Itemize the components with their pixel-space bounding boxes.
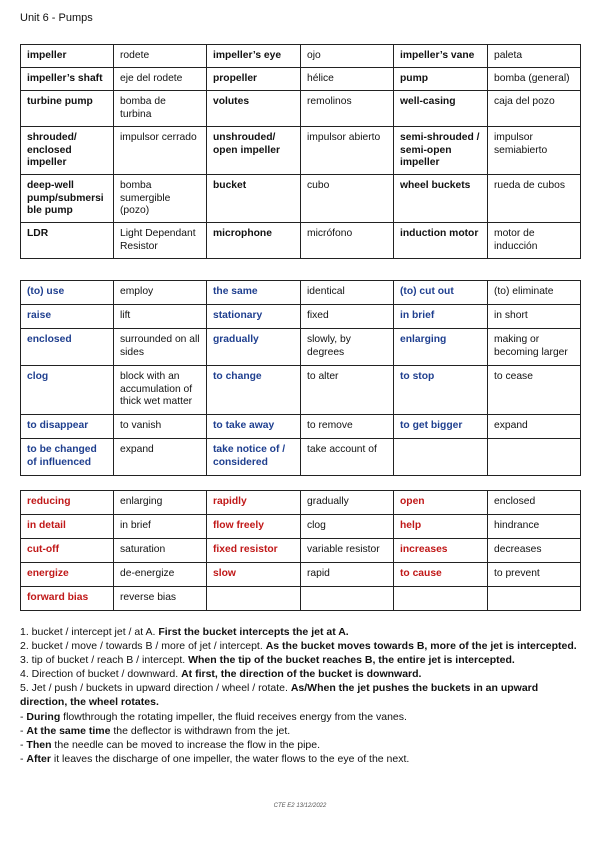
sentence-answer: As/When the jet pushes the buckets in an upward direction, the wheel rotates. [20, 682, 539, 709]
translation-cell: (to) eliminate [488, 281, 581, 305]
connector-item [20, 724, 585, 738]
connector-rest: it leaves the discharge of one impeller, the water flows to the eye of the next. [50, 752, 410, 765]
term-cell: take notice of / considered [207, 439, 301, 476]
translation-cell: rodete [114, 45, 207, 68]
term-cell: well-casing [394, 91, 488, 127]
term-cell: reducing [21, 491, 114, 515]
sentence-item [20, 625, 585, 639]
term-cell: energize [21, 563, 114, 587]
term-cell: wheel buckets [394, 175, 488, 223]
sentence-answer: First the bucket intercepts the jet at A. [158, 626, 349, 638]
connector-item [20, 710, 585, 724]
table-row [21, 305, 581, 329]
term-cell: clog [21, 366, 114, 415]
table-row [21, 491, 581, 515]
translation-cell: rapid [301, 563, 394, 587]
term-cell: in detail [21, 515, 114, 539]
translation-cell: in short [488, 305, 581, 329]
term-cell: volutes [207, 91, 301, 127]
table-row [21, 175, 581, 223]
translation-cell: impulsor cerrado [114, 127, 207, 175]
table-row [21, 281, 581, 305]
translation-cell: enclosed [488, 491, 581, 515]
term-cell: deep-well pump/submersible pump [21, 175, 114, 223]
sentence-answer: As the bucket moves towards B, more of the jet is intercepted. [265, 640, 577, 653]
translation-cell: motor de inducción [488, 223, 581, 259]
translation-cell: to vanish [114, 415, 207, 439]
translation-cell: bomba de turbina [114, 91, 207, 127]
term-cell: to change [207, 366, 301, 415]
term-cell: to be changed of influenced [21, 439, 114, 476]
translation-cell: employ [114, 281, 207, 305]
term-cell: open [394, 491, 488, 515]
term-cell [394, 439, 488, 476]
translation-cell: ojo [301, 45, 394, 68]
exercise-sentences [20, 625, 585, 766]
translation-cell: surrounded on all sides [114, 329, 207, 366]
connector-lead: - [20, 710, 27, 723]
term-cell: impeller’s shaft [21, 68, 114, 91]
antonyms-table [20, 490, 581, 611]
translation-cell: impulsor semiabierto [488, 127, 581, 175]
translation-cell: caja del pozo [488, 91, 581, 127]
translation-cell [301, 587, 394, 611]
term-cell: increases [394, 539, 488, 563]
term-cell: to stop [394, 366, 488, 415]
table-row [21, 587, 581, 611]
table-row [21, 415, 581, 439]
term-cell: flow freely [207, 515, 301, 539]
connector-lead: - [20, 724, 27, 737]
table-row [21, 366, 581, 415]
connector-bold: During [26, 710, 61, 723]
translation-cell: decreases [488, 539, 581, 563]
sentence-prompt: 1. bucket / intercept jet / at A. [20, 626, 159, 638]
translation-cell: bomba sumergible (pozo) [114, 175, 207, 223]
connector-bold: After [26, 752, 51, 765]
term-cell: semi-shrouded / semi-open impeller [394, 127, 488, 175]
page-title: Unit 6 - Pumps [20, 12, 93, 24]
term-cell: LDR [21, 223, 114, 259]
term-cell: induction motor [394, 223, 488, 259]
table-row [21, 127, 581, 175]
translation-cell: slowly, by degrees [301, 329, 394, 366]
sentence-prompt: 2. bucket / move / towards B / more of jet / intercept. [20, 640, 266, 653]
translation-cell: Light Dependant Resistor [114, 223, 207, 259]
term-cell: in brief [394, 305, 488, 329]
term-cell: impeller [21, 45, 114, 68]
translation-cell: rueda de cubos [488, 175, 581, 223]
translation-cell: expand [488, 415, 581, 439]
translation-cell: cubo [301, 175, 394, 223]
connector-rest: the deflector is withdrawn from the jet. [110, 724, 291, 737]
translation-cell: remolinos [301, 91, 394, 127]
connector-list [20, 710, 585, 766]
term-cell: to get bigger [394, 415, 488, 439]
table-row [21, 223, 581, 259]
translation-cell: making or becoming larger [488, 329, 581, 366]
connector-bold: At the same time [26, 724, 111, 737]
term-cell: bucket [207, 175, 301, 223]
translation-cell: block with an accumulation of thick wet matter [114, 366, 207, 415]
table-row [21, 329, 581, 366]
term-cell: slow [207, 563, 301, 587]
translation-cell: hindrance [488, 515, 581, 539]
term-cell: gradually [207, 329, 301, 366]
term-cell: rapidly [207, 491, 301, 515]
connector-rest: flowthrough the rotating impeller, the fluid receives energy from the vanes. [60, 710, 407, 723]
translation-cell [488, 587, 581, 611]
translation-cell: reverse bias [114, 587, 207, 611]
translation-cell: eje del rodete [114, 68, 207, 91]
translation-cell: lift [114, 305, 207, 329]
term-cell: shrouded/ enclosed impeller [21, 127, 114, 175]
term-cell: to cause [394, 563, 488, 587]
sentence-item [20, 667, 585, 681]
table-row [21, 45, 581, 68]
translation-cell: paleta [488, 45, 581, 68]
connector-bold: Then [26, 738, 52, 751]
table-row [21, 563, 581, 587]
connector-lead: - [20, 752, 27, 765]
term-cell: (to) cut out [394, 281, 488, 305]
translation-cell: identical [301, 281, 394, 305]
translation-cell: take account of [301, 439, 394, 476]
translation-cell: to cease [488, 366, 581, 415]
sentence-prompt: 3. tip of bucket / reach B / intercept. [20, 654, 189, 667]
translation-cell: hélice [301, 68, 394, 91]
table-row [21, 515, 581, 539]
term-cell: raise [21, 305, 114, 329]
term-cell: to take away [207, 415, 301, 439]
term-cell: turbine pump [21, 91, 114, 127]
term-cell: impeller’s eye [207, 45, 301, 68]
term-cell: pump [394, 68, 488, 91]
translation-cell: variable resistor [301, 539, 394, 563]
sentence-prompt: 4. Direction of bucket / downward. [20, 668, 182, 681]
term-cell: forward bias [21, 587, 114, 611]
translation-cell: expand [114, 439, 207, 476]
table-row [21, 439, 581, 476]
translation-cell: micrófono [301, 223, 394, 259]
term-cell: cut-off [21, 539, 114, 563]
translation-cell: impulsor abierto [301, 127, 394, 175]
sentence-answer: At first, the direction of the bucket is downward. [181, 668, 422, 681]
table-row [21, 68, 581, 91]
footer-note: CTE E2 13/12/2022 [273, 803, 327, 809]
term-cell: stationary [207, 305, 301, 329]
connector-item [20, 738, 585, 752]
connector-item [20, 752, 585, 766]
term-cell: enlarging [394, 329, 488, 366]
term-cell: (to) use [21, 281, 114, 305]
translation-cell: to prevent [488, 563, 581, 587]
sentence-item [20, 681, 585, 709]
sentence-prompt: 5. Jet / push / buckets in upward direction / wheel / rotate. [20, 682, 291, 695]
translation-cell: to alter [301, 366, 394, 415]
term-cell [207, 587, 301, 611]
sentence-list [20, 625, 585, 710]
connector-lead: - [20, 738, 27, 751]
term-cell: unshrouded/ open impeller [207, 127, 301, 175]
term-cell [394, 587, 488, 611]
connector-rest: the needle can be moved to increase the flow in the pipe. [51, 738, 321, 751]
term-cell: microphone [207, 223, 301, 259]
translation-cell: clog [301, 515, 394, 539]
table-row [21, 91, 581, 127]
term-cell: propeller [207, 68, 301, 91]
translation-cell: to remove [301, 415, 394, 439]
sentence-item [20, 639, 585, 653]
translation-cell: bomba (general) [488, 68, 581, 91]
translation-cell [488, 439, 581, 476]
table-row [21, 539, 581, 563]
term-cell: impeller’s vane [394, 45, 488, 68]
synonyms-table [20, 280, 581, 476]
translation-cell: gradually [301, 491, 394, 515]
translation-cell: enlarging [114, 491, 207, 515]
term-cell: enclosed [21, 329, 114, 366]
term-cell: to disappear [21, 415, 114, 439]
sentence-item [20, 653, 585, 667]
vocabulary-table [20, 44, 581, 259]
term-cell: help [394, 515, 488, 539]
translation-cell: in brief [114, 515, 207, 539]
term-cell: fixed resistor [207, 539, 301, 563]
sentence-answer: When the tip of the bucket reaches B, the entire jet is intercepted. [188, 654, 515, 667]
term-cell: the same [207, 281, 301, 305]
translation-cell: saturation [114, 539, 207, 563]
translation-cell: de-energize [114, 563, 207, 587]
translation-cell: fixed [301, 305, 394, 329]
